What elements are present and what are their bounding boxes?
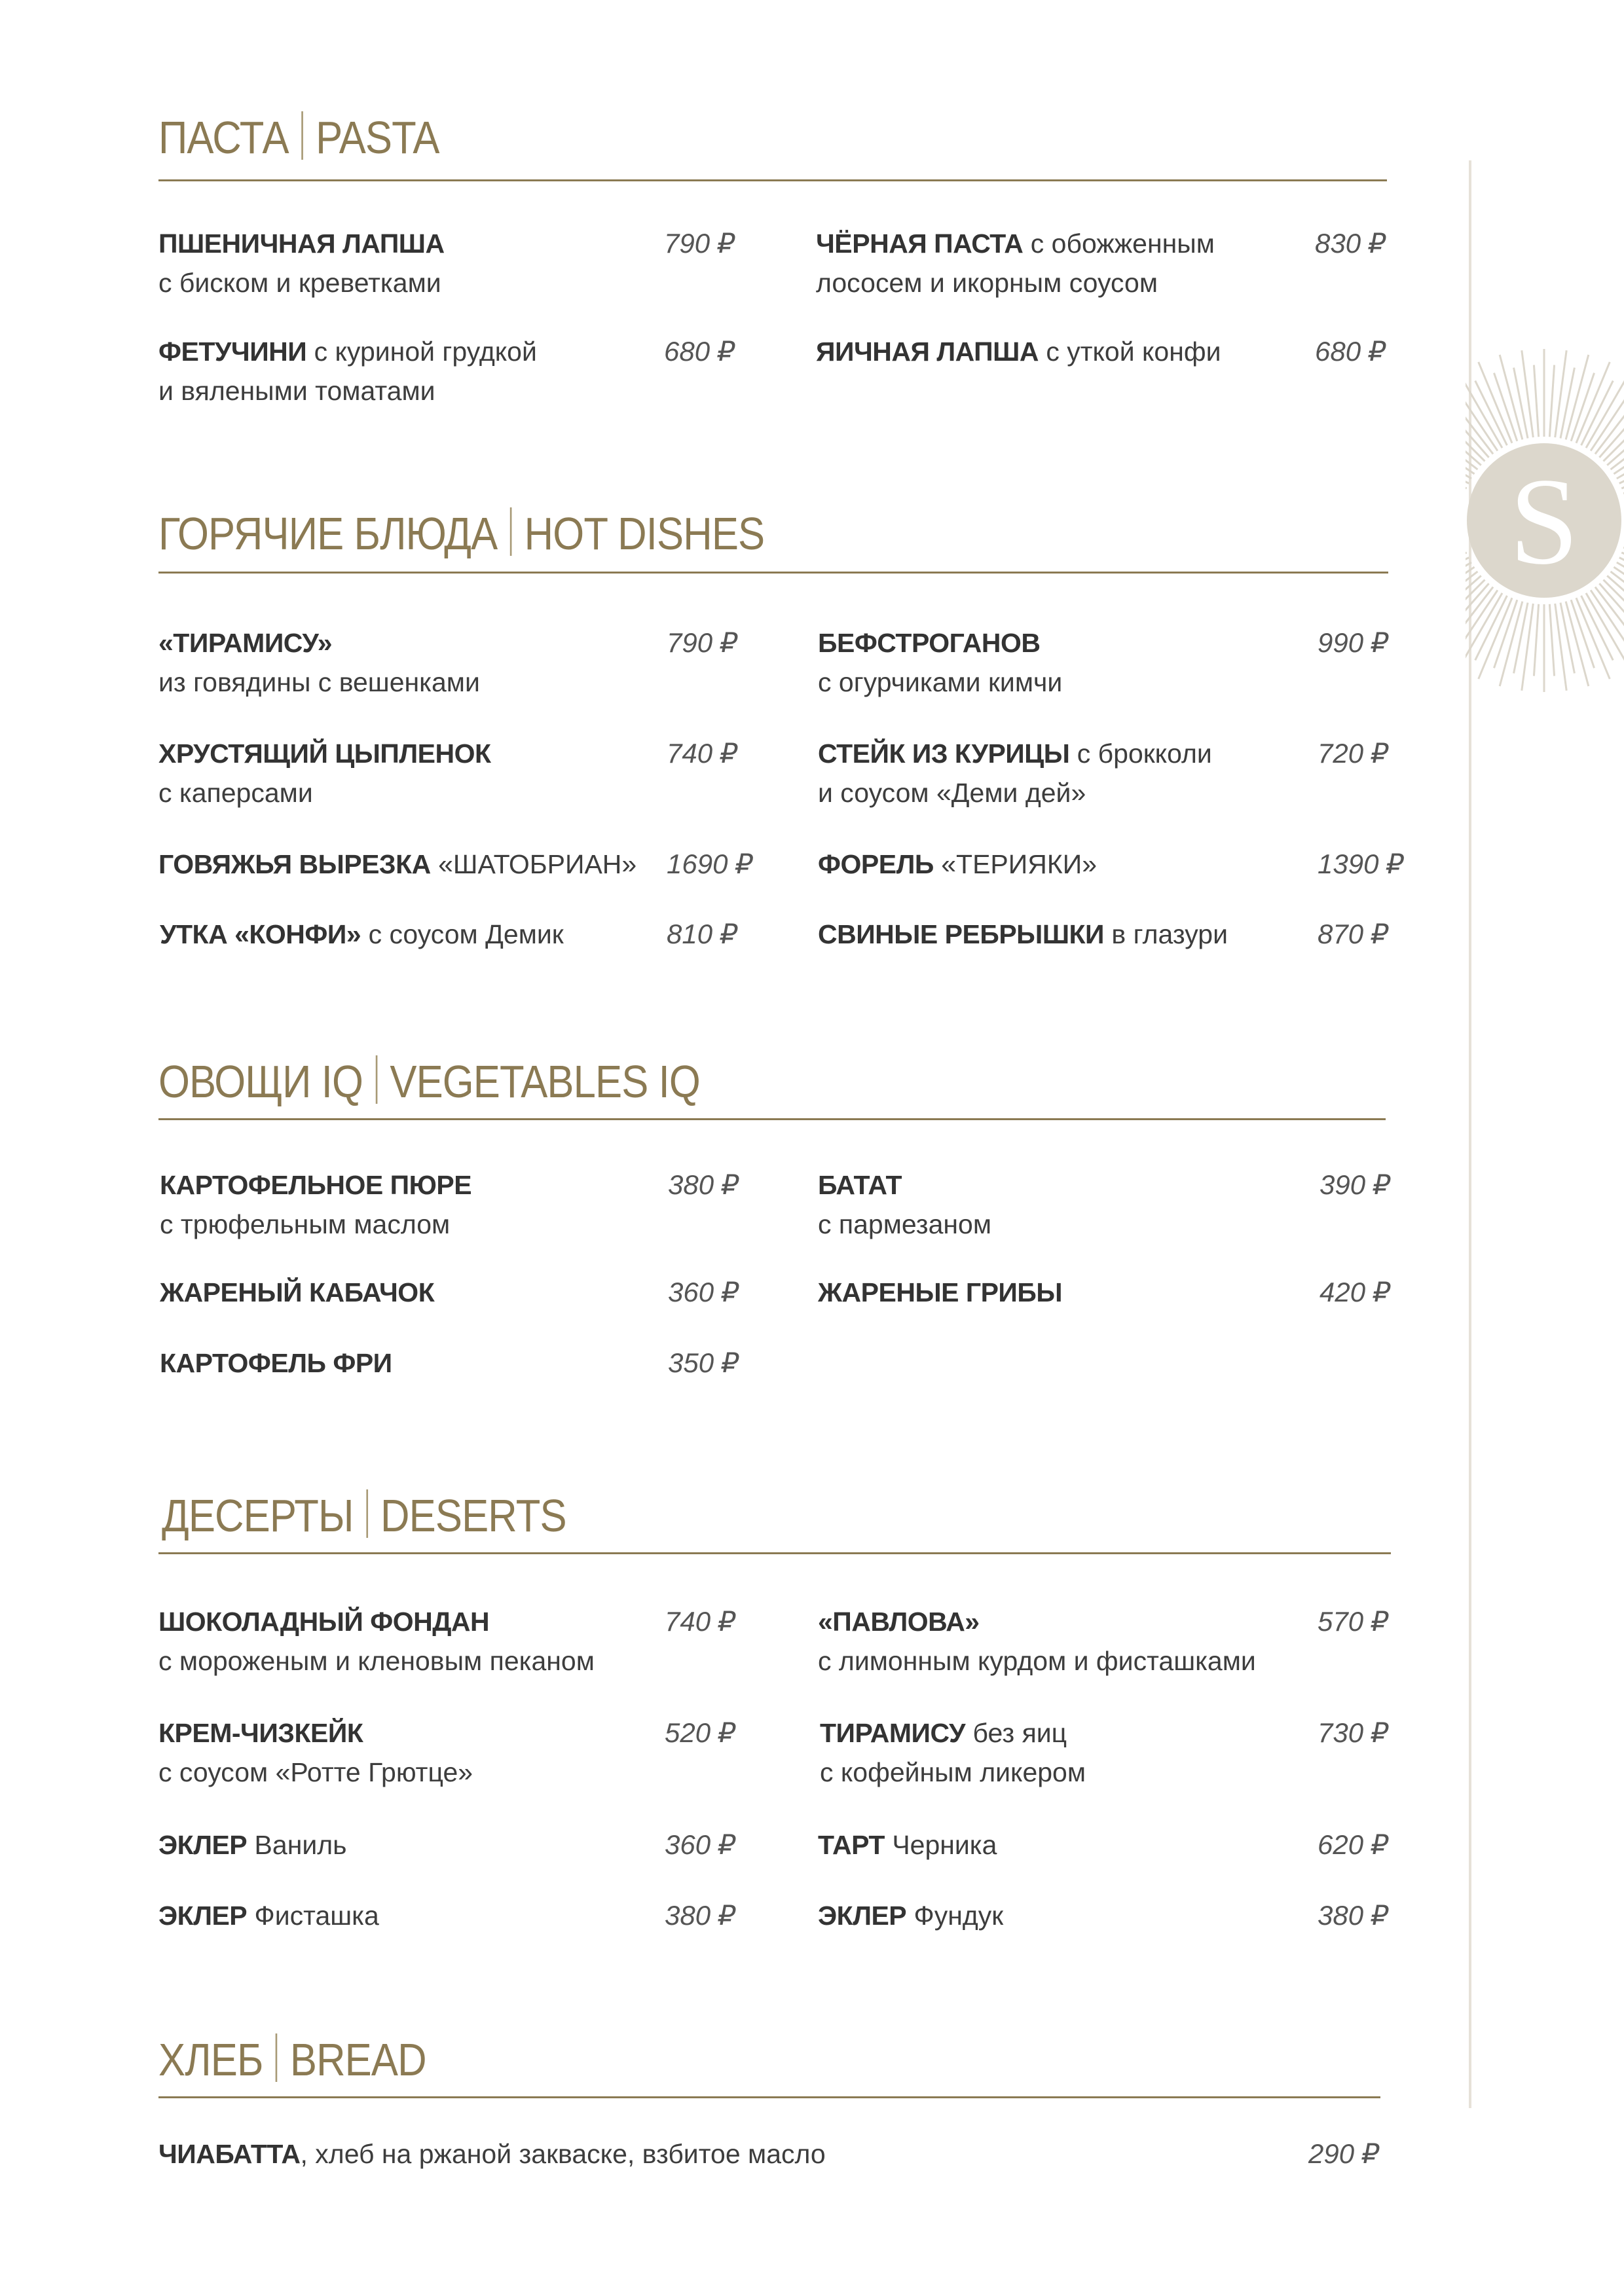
item-name: ТАРТ (818, 1830, 885, 1860)
item-name: ЖАРЕНЫЙ КАБАЧОК (160, 1277, 435, 1307)
menu-item (818, 623, 1447, 702)
menu-item (158, 623, 787, 702)
item-name: ЭКЛЕР (158, 1901, 248, 1931)
section-heading (158, 111, 439, 163)
item-price: 720 ₽ (1318, 738, 1389, 769)
item-detail: без яиц (965, 1718, 1067, 1748)
item-price: 380 ₽ (668, 1169, 739, 1200)
item-detail: с куриной грудкой (306, 337, 537, 367)
item-name: ЯИЧНАЯ ЛАПША (816, 337, 1039, 367)
heading-ru: ХЛЕБ (158, 2034, 263, 2085)
sunburst-ray (1534, 365, 1538, 437)
heading-ru: ДЕСЕРТЫ (162, 1490, 354, 1541)
item-price: 380 ₽ (1318, 1900, 1389, 1931)
menu-item (160, 1165, 788, 1244)
sunburst-ray (1555, 604, 1566, 691)
emblem (1466, 347, 1624, 694)
item-price: 740 ₽ (665, 1606, 736, 1637)
section-rule (158, 179, 1387, 181)
menu-item (818, 845, 1447, 884)
item-name: ЭКЛЕР (158, 1830, 248, 1860)
heading-ru: ОВОЩИ IQ (158, 1056, 363, 1107)
heading-en: VEGETABLES IQ (390, 1056, 700, 1107)
item-price: 360 ₽ (668, 1277, 739, 1307)
item-name: ТИРАМИСУ (820, 1718, 966, 1748)
item-description: с лимонным курдом и фисташками (818, 1646, 1256, 1676)
heading-separator (301, 111, 303, 160)
menu-item (818, 1602, 1447, 1681)
item-price: 730 ₽ (1318, 1717, 1389, 1748)
item-detail: с соусом Демик (361, 919, 564, 949)
item-price: 350 ₽ (668, 1347, 739, 1378)
item-name: «ТИРАМИСУ» (158, 628, 333, 658)
item-detail: Фисташка (247, 1901, 379, 1931)
item-name: ЖАРЕНЫЕ ГРИБЫ (818, 1277, 1063, 1307)
sunburst-ray (1549, 365, 1554, 437)
sunburst-ray (1466, 590, 1498, 649)
item-price: 360 ₽ (665, 1829, 736, 1860)
item-name: ХРУСТЯЩИЙ ЦЫПЛЕНОК (158, 738, 491, 769)
item-description: с биском и креветками (158, 268, 441, 298)
item-price: 290 ₽ (1308, 2138, 1380, 2169)
heading-separator (366, 1489, 368, 1538)
item-description: с пармезаном (818, 1209, 992, 1239)
sunburst-ray (1466, 583, 1489, 638)
item-detail: , хлеб на ржаной закваске, взбитое масло (300, 2139, 826, 2169)
item-detail: Ваниль (247, 1830, 347, 1860)
menu-item (818, 1896, 1447, 1935)
menu-item (158, 845, 787, 884)
menu-item (160, 915, 788, 954)
sunburst-ray (1549, 604, 1554, 676)
heading-separator (375, 1055, 377, 1104)
sunburst-ray (1466, 587, 1493, 657)
item-detail: «ШАТОБРИАН» (430, 849, 637, 879)
item-description: с огурчиками кимчи (818, 667, 1063, 697)
sunburst-ray (1522, 350, 1533, 437)
menu-item (818, 915, 1447, 954)
sunburst-ray (1534, 604, 1538, 676)
item-price: 390 ₽ (1320, 1169, 1391, 1200)
item-price: 990 ₽ (1318, 627, 1389, 658)
item-name: КРЕМ-ЧИЗКЕЙК (158, 1718, 363, 1748)
section-heading (162, 1489, 566, 1539)
item-detail: Фундук (906, 1901, 1004, 1931)
sunburst-ray (1599, 583, 1624, 638)
menu-item (158, 1825, 787, 1865)
item-price: 830 ₽ (1315, 228, 1386, 259)
section-rule (158, 1552, 1391, 1554)
item-detail: с брокколи (1069, 738, 1212, 769)
item-name: СТЕЙК ИЗ КУРИЦЫ (818, 738, 1070, 769)
item-price: 680 ₽ (1315, 336, 1386, 367)
item-name: КАРТОФЕЛЬ ФРИ (160, 1348, 392, 1378)
item-name: БЕФСТРОГАНОВ (818, 628, 1041, 658)
item-name: ГОВЯЖЬЯ ВЫРЕЗКА (158, 849, 431, 879)
sunburst-ray (1466, 403, 1489, 458)
menu-item (158, 1602, 787, 1681)
sunburst-ray (1466, 418, 1481, 465)
item-price: 420 ₽ (1320, 1277, 1391, 1307)
item-price: 570 ₽ (1318, 1606, 1389, 1637)
item-name: ПШЕНИЧНАЯ ЛАПША (158, 228, 445, 259)
heading-ru: ПАСТА (158, 112, 289, 163)
heading-separator (276, 2033, 278, 2082)
item-name: ЭКЛЕР (818, 1901, 907, 1931)
sunburst-ray (1591, 391, 1624, 450)
menu-item (818, 734, 1447, 812)
menu-item (818, 1273, 1447, 1312)
menu-item (816, 224, 1445, 302)
item-name: УТКА «КОНФИ» (160, 919, 361, 949)
sunburst-ray (1607, 575, 1624, 623)
menu-item (158, 332, 787, 410)
item-description: с кофейным ликером (820, 1757, 1086, 1787)
sunburst-ray (1555, 350, 1566, 437)
menu-item (818, 1825, 1447, 1865)
item-description: и соусом «Деми дей» (818, 778, 1086, 808)
item-description: с мороженым и кленовым пеканом (158, 1646, 595, 1676)
item-price: 680 ₽ (664, 336, 735, 367)
heading-en: BREAD (289, 2034, 426, 2085)
sunburst-ray (1591, 590, 1624, 649)
section-rule (158, 2096, 1380, 2098)
item-name: КАРТОФЕЛЬНОЕ ПЮРЕ (160, 1170, 472, 1200)
menu-item (818, 1165, 1447, 1244)
section-heading (158, 2033, 426, 2083)
heading-ru: ГОРЯЧИЕ БЛЮДА (158, 508, 498, 559)
item-name: БАТАТ (818, 1170, 902, 1200)
menu-item (816, 332, 1445, 371)
item-price: 870 ₽ (1318, 919, 1389, 949)
item-price: 1690 ₽ (667, 848, 753, 879)
heading-en: DESERTS (380, 1490, 566, 1541)
sunburst-ray (1522, 604, 1533, 691)
item-price: 810 ₽ (667, 919, 738, 949)
item-description: из говядины с вешенками (158, 667, 480, 697)
item-detail: Черника (884, 1830, 997, 1860)
heading-en: HOT DISHES (524, 508, 765, 559)
item-price: 740 ₽ (667, 738, 738, 769)
item-name: ФОРЕЛЬ (818, 849, 934, 879)
item-name: ШОКОЛАДНЫЙ ФОНДАН (158, 1607, 490, 1637)
item-description: и вялеными томатами (158, 376, 435, 406)
item-price: 790 ₽ (664, 228, 735, 259)
sunburst-ray (1607, 418, 1624, 465)
heading-separator (510, 507, 512, 556)
item-detail: «ТЕРИЯКИ» (933, 849, 1097, 879)
item-description: с каперсами (158, 778, 313, 808)
item-detail: с обожженным (1023, 228, 1215, 259)
item-name: ЧИАБАТТА (158, 2139, 301, 2169)
menu-item (158, 2134, 1390, 2174)
item-detail: в глазури (1104, 919, 1228, 949)
sunburst-logo-icon (1466, 347, 1624, 694)
menu-item (158, 734, 787, 812)
menu-item (160, 1273, 788, 1312)
section-rule (158, 1118, 1386, 1120)
item-description: с трюфельным маслом (160, 1209, 451, 1239)
section-heading (158, 507, 765, 559)
emblem-letter: S (1509, 453, 1579, 591)
menu-item (158, 224, 787, 302)
item-name: СВИНЫЕ РЕБРЫШКИ (818, 919, 1105, 949)
menu-item (820, 1713, 1449, 1792)
item-price: 620 ₽ (1318, 1829, 1389, 1860)
heading-en: PASTA (316, 112, 439, 163)
item-price: 790 ₽ (667, 627, 738, 658)
menu-item (158, 1713, 787, 1792)
sunburst-ray (1466, 384, 1493, 454)
item-detail: с уткой конфи (1038, 337, 1221, 367)
item-description: лососем и икорным соусом (816, 268, 1158, 298)
item-name: ФЕТУЧИНИ (158, 337, 307, 367)
item-price: 380 ₽ (665, 1900, 736, 1931)
sunburst-ray (1599, 403, 1624, 458)
item-price: 520 ₽ (665, 1717, 736, 1748)
item-name: ЧЁРНАЯ ПАСТА (816, 228, 1024, 259)
item-name: «ПАВЛОВА» (818, 1607, 980, 1637)
sunburst-ray (1466, 391, 1498, 450)
item-description: с соусом «Ротте Грютце» (158, 1757, 473, 1787)
section-rule (158, 572, 1388, 574)
menu-item (160, 1343, 788, 1383)
sunburst-ray (1466, 575, 1481, 623)
section-heading (158, 1055, 700, 1107)
item-price: 1390 ₽ (1318, 848, 1404, 879)
menu-item (158, 1896, 787, 1935)
